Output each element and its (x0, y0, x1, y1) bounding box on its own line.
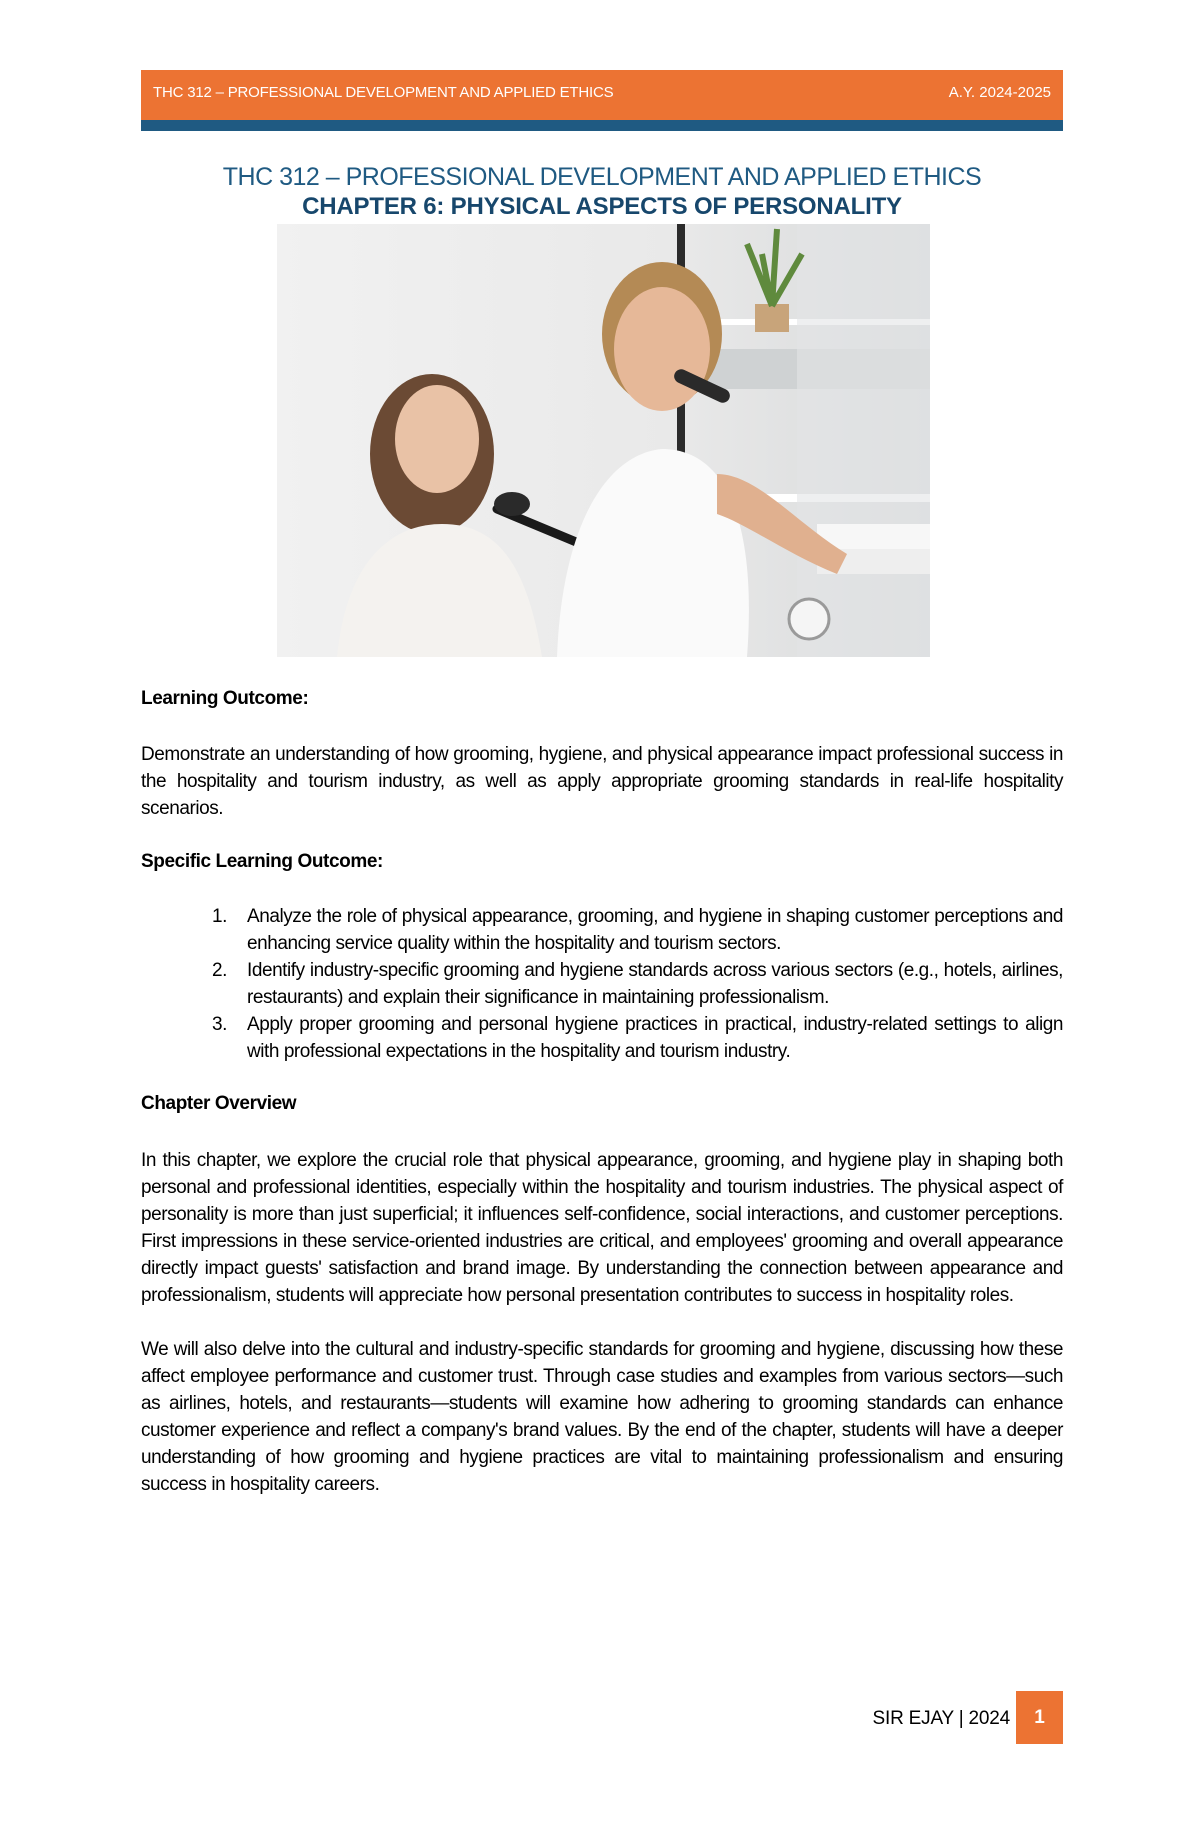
page-number-box (1016, 1691, 1063, 1744)
header-year: A.Y. 2024-2025 (948, 84, 1051, 101)
document-title: THC 312 – PROFESSIONAL DEVELOPMENT AND APPLIED ETHICS (222, 163, 982, 191)
overview-paragraph-2: We will also delve into the cultural and industry-specific standards for grooming and hygiene, discussing how these affect employee performance and customer trust. Through case studies and examples from various sectors—such as airlines, hotels, and restaurants—students will examine how adhering to grooming standards can enhance customer experience and reflect a company's brand values. By the end of the chapter, students will have a deeper understanding of how grooming and hygiene practices are vital to maintaining professionalism and ensuring success in hospitality careers. (141, 1339, 1063, 1495)
specific-outcome-list (141, 903, 1063, 1065)
learning-outcome-heading: Learning Outcome: (141, 688, 309, 709)
list-number: 3. (212, 1014, 227, 1035)
list-text: Analyze the role of physical appearance, grooming, and hygiene in shaping customer perceptions and enhancing service quality within the hospitality and tourism sectors. (247, 906, 1063, 954)
list-item (141, 957, 1063, 1011)
list-item (141, 1011, 1063, 1065)
chapter-photo (277, 224, 930, 657)
chapter-title: CHAPTER 6: PHYSICAL ASPECTS OF PERSONALITY (302, 193, 902, 220)
list-number: 2. (212, 960, 227, 981)
list-item (141, 903, 1063, 957)
header-course: THC 312 – PROFESSIONAL DEVELOPMENT AND APPLIED ETHICS (153, 84, 614, 101)
list-text: Identify industry-specific grooming and hygiene standards across various sectors (e.g., hotels, airlines, restaurants) and explain their significance in maintaining professionalism. (247, 960, 1063, 1008)
page-header (141, 70, 1063, 120)
overview-heading: Chapter Overview (141, 1093, 297, 1114)
specific-outcome-heading: Specific Learning Outcome: (141, 851, 383, 872)
learning-outcome-text: Demonstrate an understanding of how grooming, hygiene, and physical appearance impact professional success in the hospitality and tourism industry, as well as apply appropriate grooming standards in real-life hospitality scenarios. (141, 744, 1063, 819)
page-number: 1 (1034, 1707, 1045, 1728)
overview-paragraph-1: In this chapter, we explore the crucial role that physical appearance, grooming, and hygiene play in shaping both personal and professional identities, especially within the hospitality and tourism industries. The physical aspect of personality is more than just superficial; it influences self-confidence, social interactions, and customer perceptions. First impressions in these service-oriented industries are critical, and employees' grooming and overall appearance directly impact guests' satisfaction and brand image. By understanding the connection between appearance and professionalism, students will appreciate how personal presentation contributes to success in hospitality roles. (141, 1150, 1063, 1306)
list-number: 1. (212, 906, 227, 927)
footer-author: SIR EJAY | 2024 (872, 1708, 1010, 1729)
header-strip (141, 120, 1063, 131)
list-text: Apply proper grooming and personal hygiene practices in practical, industry-related settings to align with professional expectations in the hospitality and tourism industry. (247, 1014, 1063, 1062)
